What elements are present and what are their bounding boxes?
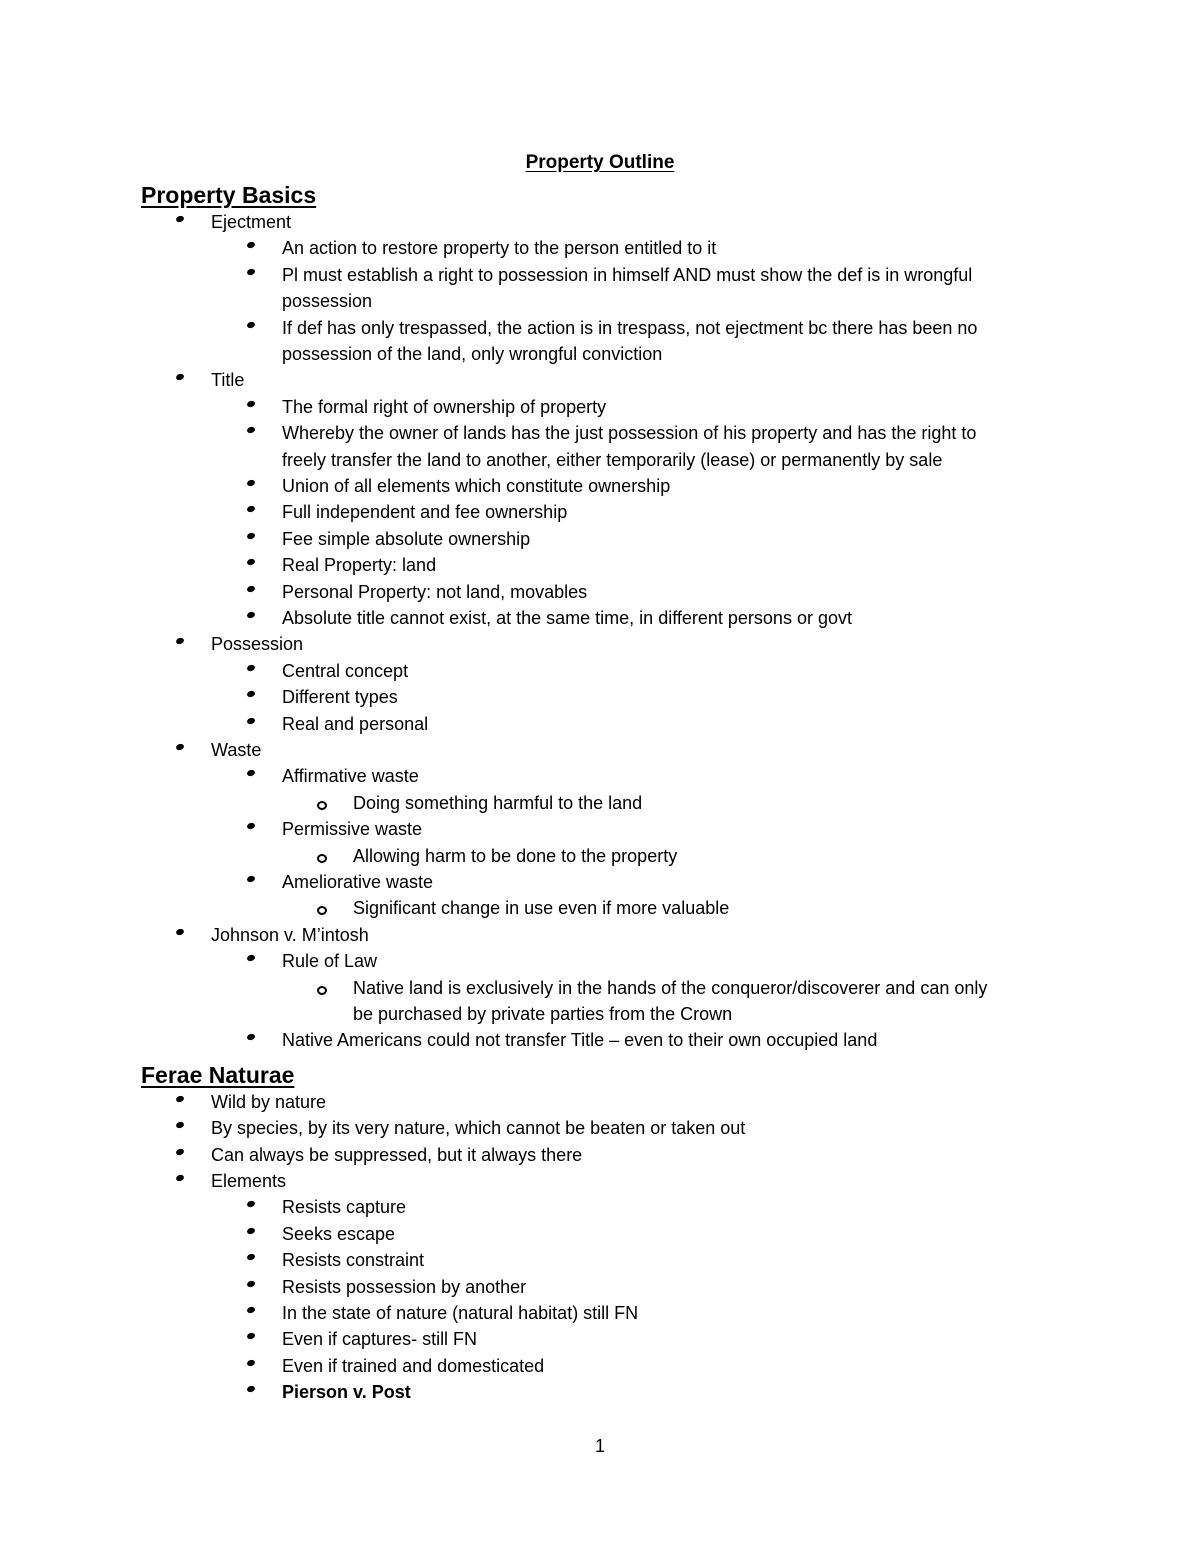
bullet-icon (246, 1306, 255, 1314)
bullet-icon (246, 426, 255, 434)
bullet-icon (246, 585, 255, 593)
circle-bullet-icon (317, 986, 327, 995)
outline-subitem: Union of all elements which constitute ownership (282, 476, 671, 496)
outline-subitem: Fee simple absolute ownership (282, 528, 531, 549)
outline-subsubitem: be purchased by private parties from the Crown (353, 1004, 733, 1024)
outline-subitem: Ameliorative waste (282, 872, 434, 892)
outline-subitem: Pl must establish a right to possession in himself AND must show the def is in wrongful (282, 264, 973, 285)
bullet-icon (246, 505, 255, 513)
outline-subitem: Pierson v. Post (282, 1382, 411, 1403)
bullet-icon (175, 1148, 184, 1156)
outline-subitem: The formal right of ownership of property (282, 396, 607, 417)
bullet-icon (246, 875, 255, 883)
outline-subitem: Central concept (282, 660, 409, 681)
bullet-icon (175, 373, 184, 381)
bullet-icon (246, 532, 255, 540)
outline-subitem: Resists capture (282, 1197, 407, 1218)
outline-subitem: Real Property: land (282, 555, 437, 576)
bullet-icon (246, 1033, 255, 1041)
outline-subitem: freely transfer the land to another, either temporarily (lease) or permanently by sale (282, 449, 943, 470)
bullet-icon (175, 1095, 184, 1103)
bullet-icon (175, 1174, 184, 1182)
outline-subsubitem: Doing something harmful to the land (353, 792, 643, 813)
bullet-icon (175, 637, 184, 645)
outline-subitem: Affirmative waste (282, 766, 419, 787)
outline-subitem: possession (282, 291, 373, 312)
circle-bullet-icon (317, 801, 327, 810)
outline-subitem: Whereby the owner of lands has the just possession of his property and has the right to (282, 423, 977, 444)
bullet-icon (246, 1253, 255, 1261)
outline-item: Possession (211, 634, 304, 655)
bullet-icon (246, 954, 255, 962)
section-heading: Property Basics (141, 182, 317, 208)
bullet-icon (175, 1121, 184, 1129)
outline-item: Johnson v. M’intosh (211, 924, 369, 945)
bullet-icon (246, 822, 255, 830)
outline-subsubitem: Allowing harm to be done to the property (353, 845, 678, 866)
bullet-icon (246, 241, 255, 249)
outline-subsubitem: Significant change in use even if more valuable (353, 898, 730, 919)
bullet-icon (246, 769, 255, 777)
outline-subsubitem: Native land is exclusively in the hands of the conqueror/discoverer and can only (353, 977, 988, 998)
outline-subitem: Different types (282, 687, 398, 708)
outline-item: Title (211, 370, 245, 391)
outline-item: Waste (211, 740, 262, 760)
outline-subitem: An action to restore property to the person entitled to it (282, 238, 717, 259)
bullet-icon (175, 928, 184, 936)
bullet-icon (246, 321, 255, 329)
outline-item: Wild by nature (211, 1091, 327, 1112)
bullet-icon (246, 690, 255, 698)
bullet-icon (246, 268, 255, 276)
outline-subitem: Even if trained and domesticated (282, 1355, 545, 1376)
outline-subitem: If def has only trespassed, the action is in trespass, not ejectment bc there has been no (282, 317, 978, 338)
outline-item: By species, by its very nature, which cannot be beaten or taken out (211, 1118, 746, 1139)
bullet-icon (246, 1332, 255, 1340)
bullet-icon (175, 215, 184, 223)
outline-subitem: Resists constraint (282, 1250, 425, 1271)
bullet-icon (246, 611, 255, 619)
document-title: Property Outline (525, 152, 675, 173)
outline-item: Can always be suppressed, but it always there (211, 1144, 583, 1165)
page-number: 1 (594, 1436, 605, 1456)
bullet-icon (175, 743, 184, 751)
outline-item: Ejectment (211, 212, 292, 232)
outline-subitem: Full independent and fee ownership (282, 502, 568, 523)
bullet-icon (246, 1385, 255, 1393)
outline-subitem: possession of the land, only wrongful conviction (282, 344, 663, 364)
bullet-icon (246, 1280, 255, 1288)
circle-bullet-icon (317, 906, 327, 915)
bullet-icon (246, 1227, 255, 1235)
outline-subitem: Personal Property: not land, movables (282, 581, 588, 602)
outline-item: Elements (211, 1171, 287, 1191)
outline-subitem: Resists possession by another (282, 1276, 527, 1297)
outline-subitem: Native Americans could not transfer Title – even to their own occupied land (282, 1030, 878, 1051)
outline-subitem: Real and personal (282, 713, 429, 734)
section-heading: Ferae Naturae (141, 1061, 295, 1088)
bullet-icon (246, 558, 255, 566)
circle-bullet-icon (317, 854, 327, 863)
outline-subitem: Even if captures- still FN (282, 1329, 478, 1350)
bullet-icon (246, 400, 255, 408)
outline-subitem: Absolute title cannot exist, at the same time, in different persons or govt (282, 608, 852, 628)
outline-subitem: Permissive waste (282, 819, 423, 840)
bullet-icon (246, 1200, 255, 1208)
bullet-icon (246, 479, 255, 487)
outline-subitem: In the state of nature (natural habitat) still FN (282, 1303, 639, 1323)
outline-subitem: Seeks escape (282, 1223, 396, 1244)
bullet-icon (246, 664, 255, 672)
bullet-icon (246, 717, 255, 725)
outline-subitem: Rule of Law (282, 951, 378, 972)
bullet-icon (246, 1359, 255, 1367)
